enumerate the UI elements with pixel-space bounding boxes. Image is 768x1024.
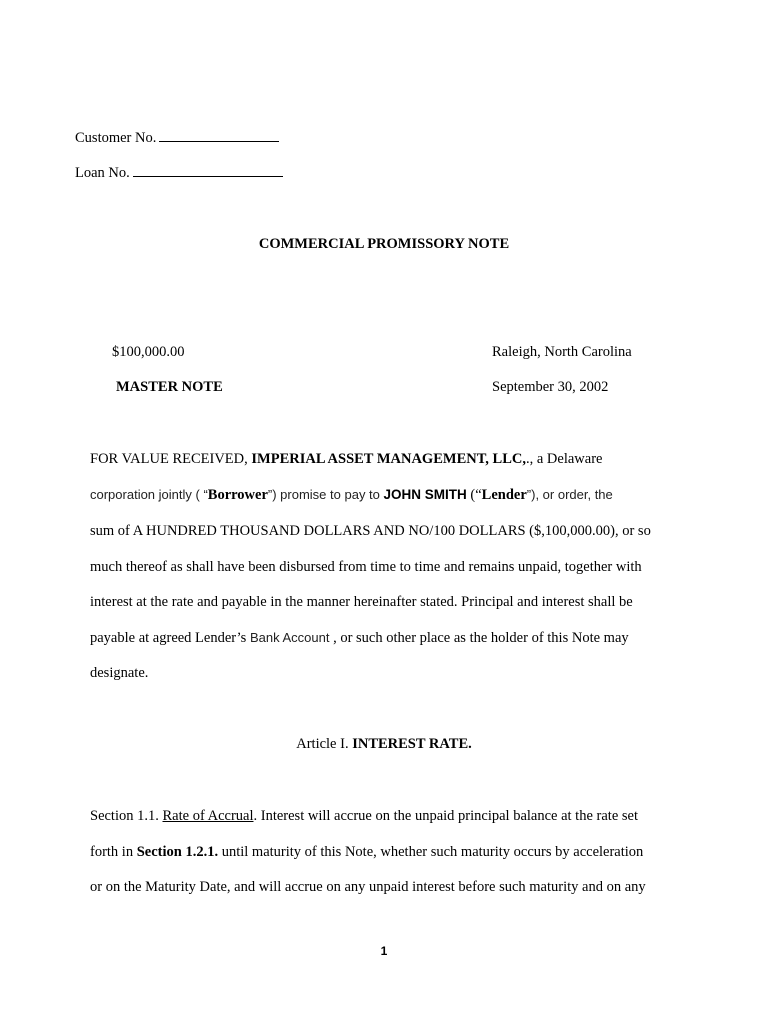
section-reference: Section 1.2.1. <box>136 844 219 860</box>
section-line-2 <box>90 845 643 860</box>
body-line-5: interest at the rate and payable in the manner hereinafter stated. Principal and interest shall be <box>90 594 633 610</box>
body-line-6 <box>90 631 629 646</box>
lender-term: Lender <box>481 487 527 503</box>
body-text: , or such other place as the holder of this Note may <box>329 630 629 646</box>
document-title: COMMERCIAL PROMISSORY NOTE <box>258 236 510 252</box>
customer-number-blank <box>159 140 279 142</box>
customer-number-label: Customer No. <box>75 130 157 146</box>
customer-number-field <box>75 131 279 146</box>
lender-name: JOHN SMITH <box>383 487 467 502</box>
note-place: Raleigh, North Carolina <box>492 344 632 360</box>
borrower-name: IMPERIAL ASSET MANAGEMENT, LLC, <box>251 451 526 467</box>
body-line-2 <box>90 488 613 503</box>
section-text: . Interest will accrue on the unpaid principal balance at the rate set <box>253 808 638 824</box>
body-text: (“ <box>466 487 482 503</box>
section-line-3: or on the Maturity Date, and will accrue on any unpaid interest before such maturity and on any <box>90 879 646 895</box>
note-date: September 30, 2002 <box>492 379 609 395</box>
section-line-1 <box>90 809 638 824</box>
loan-number-field <box>75 166 283 181</box>
loan-number-label: Loan No. <box>75 165 130 181</box>
body-line-7: designate. <box>90 665 149 681</box>
article-title: INTEREST RATE. <box>352 736 472 752</box>
body-line-1 <box>90 452 602 467</box>
section-text: until maturity of this Note, whether such maturity occurs by acceleration <box>218 844 644 860</box>
bank-account-text: Bank Account <box>249 630 330 645</box>
body-line-4: much thereof as shall have been disbursed from time to time and remains unpaid, together with <box>90 559 642 575</box>
section-text: forth in <box>90 844 137 860</box>
body-text: payable at agreed Lender’s <box>90 630 250 646</box>
note-amount: $100,000.00 <box>112 344 185 360</box>
section-title: Rate of Accrual <box>162 808 254 824</box>
body-text: ”) promise to pay to <box>267 487 384 502</box>
article-prefix: Article I. <box>296 736 353 752</box>
article-heading <box>0 737 768 752</box>
note-type: MASTER NOTE <box>116 379 223 395</box>
page-number: 1 <box>380 944 388 958</box>
body-text: corporation jointly ( “ <box>90 487 208 502</box>
body-text: ”), or order, the <box>526 487 613 502</box>
body-line-3: sum of A HUNDRED THOUSAND DOLLARS AND NO/100 DOLLARS ($,100,000.00), or so <box>90 523 651 539</box>
section-number: Section 1.1. <box>90 808 163 824</box>
body-text: FOR VALUE RECEIVED, <box>90 451 252 467</box>
loan-number-blank <box>133 175 283 177</box>
body-text: ., a Delaware <box>526 451 603 467</box>
borrower-term: Borrower <box>207 487 268 503</box>
